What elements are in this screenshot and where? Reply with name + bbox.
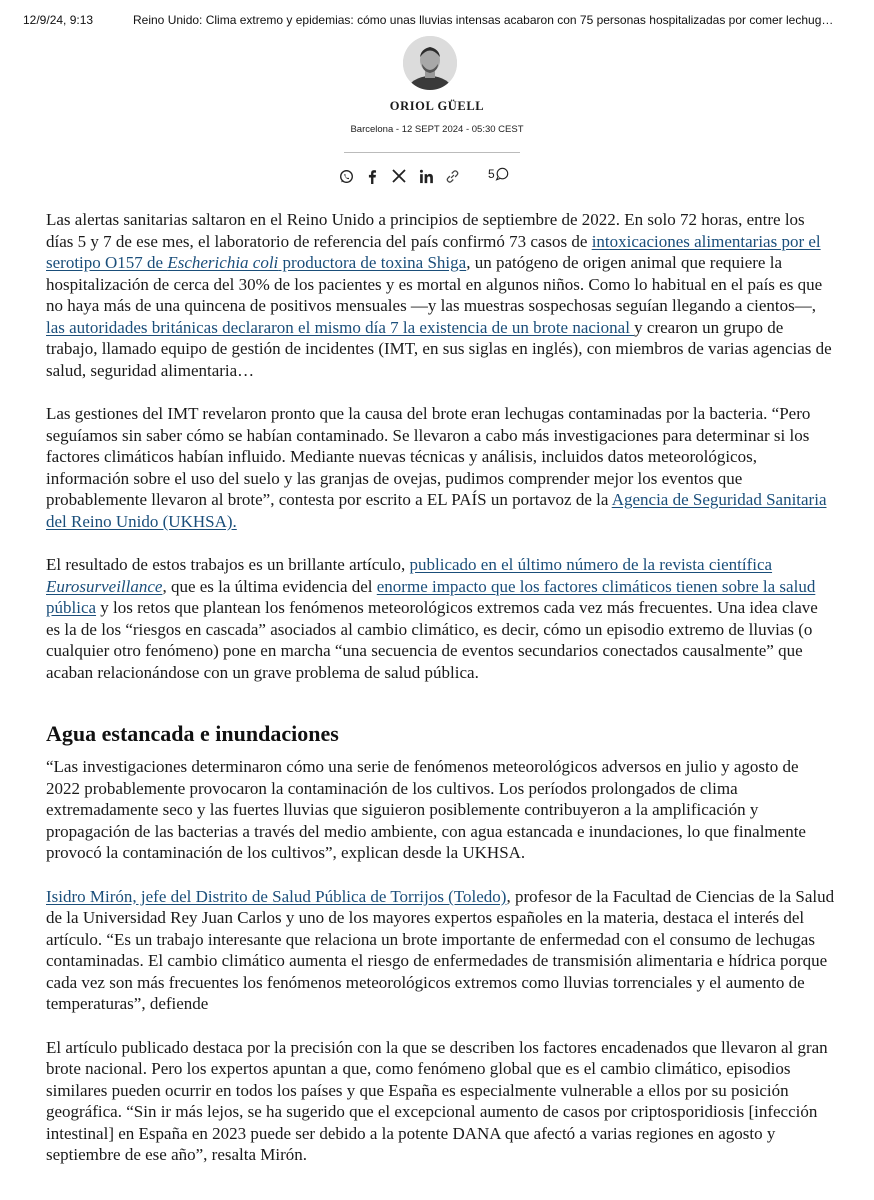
text-run: Las alertas sanitarias saltaron en el Reino Unido a principios de septiembre de 2022. En solo 72 horas, entre los días 5 y 7 de ese mes, el laboratorio de referencia del país confirmó 73 casos de	[46, 210, 805, 251]
paragraph	[46, 209, 836, 381]
x-icon[interactable]	[389, 166, 409, 186]
inline-link[interactable]: Agencia de Seguridad Sanitaria del Reino Unido (UKHSA).	[46, 490, 827, 531]
linkedin-icon[interactable]	[416, 166, 436, 186]
text-run: y los retos que plantean los fenómenos meteorológicos extremos cada vez más frecuentes. Una idea clave es la de los “riesgos en cascada” asociados al cambio climático, es decir, cómo un episodio extremo de lluvias (o cualquier otro fenómeno) pone en marcha “una secuencia de eventos secundarios conectados causalmente” que acaban relacionándose con un grave problema de salud pública.	[46, 598, 818, 682]
comment-icon	[495, 167, 509, 181]
author-portrait-icon	[403, 36, 457, 90]
article-body	[46, 209, 836, 1188]
dateline: Barcelona - 12 SEPT 2024 - 05:30 CEST	[350, 124, 524, 135]
text-run: El artículo publicado destaca por la precisión con la que se describen los factores encadenados que llevaron al gran brote nacional. Pero los expertos apuntan a que, como fenómeno global que es el cambio climático, episodios similares pueden ocurrir en todos los países y que España es especialmente vulnerable a ellos por su posición geográfica. “Sin ir más lejos, se ha sugerido que el excepcional aumento de casos por criptosporidiosis [infección intestinal] en España en 2023 puede ser debido a la potente DANA que afectó a varias regiones en agosto y septiembre de ese año”, resalta Mirón.	[46, 1037, 828, 1164]
section-heading: Agua estancada e inundaciones	[46, 721, 339, 746]
inline-link[interactable]: las autoridades británicas declararon el mismo día 7 la existencia de un brote nacional	[46, 317, 635, 337]
paragraph	[46, 403, 836, 532]
inline-link[interactable]: enorme impacto que los factores climáticos tienen sobre la salud pública	[46, 576, 816, 617]
link-icon[interactable]	[442, 166, 462, 186]
print-date: 12/9/24, 9:13	[23, 13, 94, 27]
inline-link[interactable]: productora de toxina Shiga	[278, 253, 467, 272]
paragraph	[46, 1037, 836, 1166]
byline-divider	[344, 152, 520, 153]
inline-link[interactable]: Isidro Mirón, jefe del Distrito de Salud Pública de Torrijos (Toledo)	[46, 886, 507, 906]
text-run: , un patógeno de origen animal que requiere la hospitalización de cerca del 30% de los pacientes y es mortal en algunos niños. Como lo habitual en el país es que no haya más de una quincena de positivos mensuales —y las muestras sospechosas seguían llegando a cientos—,	[46, 253, 823, 315]
text-run: “Las investigaciones determinaron cómo una serie de fenómenos meteorológicos adversos en julio y agosto de 2022 probablemente provocaron la contaminación de los cultivos. Los períodos prolongados de clima extremadamente seco y las fuertes lluvias que siguieron posiblemente contribuyeron a la amplificación y propagación de las bacterias a través del medio ambiente, con agua estancada e inundaciones, lo que finalmente provocó la contaminación de los cultivos”, explican desde la UKHSA.	[46, 757, 806, 862]
inline-link[interactable]: Eurosurveillance	[46, 576, 163, 596]
author-name: ORIOL GÜELL	[389, 99, 485, 113]
text-run: El resultado de estos trabajos es un brillante artículo,	[46, 555, 410, 574]
text-run: , que es la última evidencia del	[162, 576, 377, 596]
comments-count: 5	[488, 167, 495, 181]
author-avatar	[403, 36, 457, 90]
comments-link[interactable]	[488, 167, 509, 181]
text-run: Las gestiones del IMT revelaron pronto que la causa del brote eran lechugas contaminadas por la bacteria. “Pero seguíamos sin saber cómo se habían contaminado. Se llevaron a cabo más investigaciones para determinar si los factores climáticos habían influido. Mediante nuevas técnicas y análisis, incluidos datos meteorológicos, información sobre el uso del suelo y las granjas de ovejas, pudimos comprender mejor los eventos que probablemente llevaron al brote”, contesta por escrito a EL PAÍS un portavoz de la	[46, 404, 811, 509]
inline-link[interactable]: publicado en el último número de la revista científica	[409, 555, 773, 574]
paragraph	[46, 554, 836, 683]
whatsapp-icon[interactable]	[336, 166, 356, 186]
inline-link[interactable]: Escherichia coli	[167, 253, 279, 272]
inline-link[interactable]: intoxicaciones alimentarias por el serotipo O157 de	[46, 231, 821, 272]
paragraph	[46, 886, 836, 1015]
text-run: y crearon un grupo de trabajo, llamado equipo de gestión de incidentes (IMT, en sus siglas en inglés), con miembros de varias agencias de salud, seguridad alimentaria…	[46, 317, 832, 380]
paragraph	[46, 756, 836, 864]
print-header	[0, 13, 874, 33]
print-page-title: Reino Unido: Clima extremo y epidemias: cómo unas lluvias intensas acabaron con 75 personas hospitalizadas por comer lechug…	[133, 13, 833, 27]
facebook-icon[interactable]	[362, 166, 382, 186]
text-run: , profesor de la Facultad de Ciencias de la Salud de la Universidad Rey Juan Carlos y uno de los mayores expertos españoles en la materia, destaca el interés del artículo. “Es un trabajo interesante que relaciona un brote importante de enfermedad con el consumo de lechugas contaminadas. El cambio climático aumenta el riesgo de enfermedades de transmisión alimentaria e hídrica porque cada vez son más frecuentes los fenómenos meteorológicos extremos como lluvias torrenciales y el aumento de temperaturas”, defiende	[46, 886, 835, 1013]
